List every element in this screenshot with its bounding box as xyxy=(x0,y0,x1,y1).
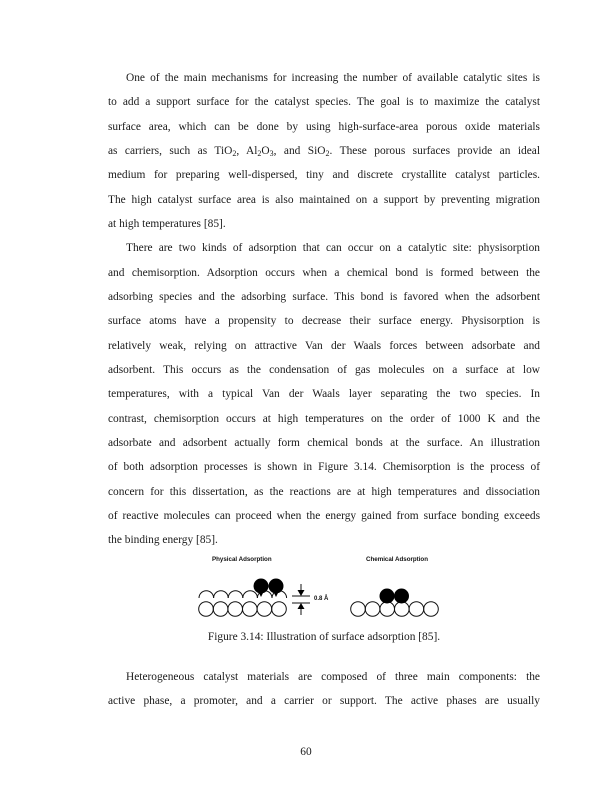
text-line: One of the main mechanisms for increasing the number of available catalytic sites is xyxy=(126,72,540,84)
text-line: surface atoms have a propensity to decrease their surface energy. Physisorption is xyxy=(108,315,540,327)
text-line: adsorbate and adsorbent actually form chemical bonds at the surface. An illustration xyxy=(108,437,540,449)
text-line: concern for this dissertation, as the reactions are at high temperatures and dissociation xyxy=(108,486,540,498)
text-line: the binding energy [85]. xyxy=(108,534,218,546)
text: O xyxy=(261,145,270,157)
text-line: of reactive molecules can proceed when the energy gained from surface bonding exceeds xyxy=(108,510,540,522)
subscript: 2 xyxy=(257,149,262,158)
text: as carriers, such as TiO xyxy=(108,145,233,157)
text-line: adsorbing species and the adsorbing surface. This bond is favored when the adsorbent xyxy=(108,291,540,303)
text-line: at high temperatures [85]. xyxy=(108,218,226,230)
text-line: contrast, chemisorption occurs at high temperatures on the order of 1000 K and the xyxy=(108,413,540,425)
distance-label: 0.8 Å xyxy=(314,596,329,602)
text-line: temperatures, with a typical Van der Waals layer separating the two species. In xyxy=(108,388,540,400)
text-line: The high catalyst surface area is also maintained on a support by preventing migration xyxy=(108,194,540,206)
adsorption-diagram-icon xyxy=(190,552,470,627)
text-line: of both adsorption processes is shown in Figure 3.14. Chemisorption is the process of xyxy=(108,461,540,473)
text-line: active phase, a promoter, and a carrier or support. The active phases are usually xyxy=(108,695,540,707)
page-number: 60 xyxy=(300,746,312,758)
text: , and SiO xyxy=(273,145,326,157)
text-line: Heterogeneous catalyst materials are composed of three main components: the xyxy=(126,671,540,683)
text: , Al xyxy=(236,145,258,157)
text-line-with-formulas xyxy=(108,144,540,158)
text-line: medium for preparing well-dispersed, tiny and discrete crystallite catalyst particles. xyxy=(108,169,540,181)
figure-caption: Figure 3.14: Illustration of surface adsorption [85]. xyxy=(207,631,441,643)
figure-label-chemical: Chemical Adsorption xyxy=(366,556,428,563)
text: . These porous surfaces provide an ideal xyxy=(329,145,540,157)
subscript: 2 xyxy=(325,149,330,158)
text-line: surface area, which can be done by using high-surface-area porous oxide materials xyxy=(108,121,540,133)
text-line: and chemisorption. Adsorption occurs when a chemical bond is formed between the xyxy=(108,267,540,279)
figure-label-physical: Physical Adsorption xyxy=(212,556,272,563)
text-line: There are two kinds of adsorption that can occur on a catalytic site: physisorption xyxy=(126,242,540,254)
text-line: relatively weak, relying on attractive Van der Waals forces between adsorbate and xyxy=(108,340,540,352)
subscript: 2 xyxy=(232,149,237,158)
subscript: 3 xyxy=(269,149,274,158)
text-line: to add a support surface for the catalyst species. The goal is to maximize the catalyst xyxy=(108,96,540,108)
figure-surface-adsorption xyxy=(190,552,470,627)
text-line: adsorbent. This occurs as the condensation of gas molecules on a surface at low xyxy=(108,364,540,376)
